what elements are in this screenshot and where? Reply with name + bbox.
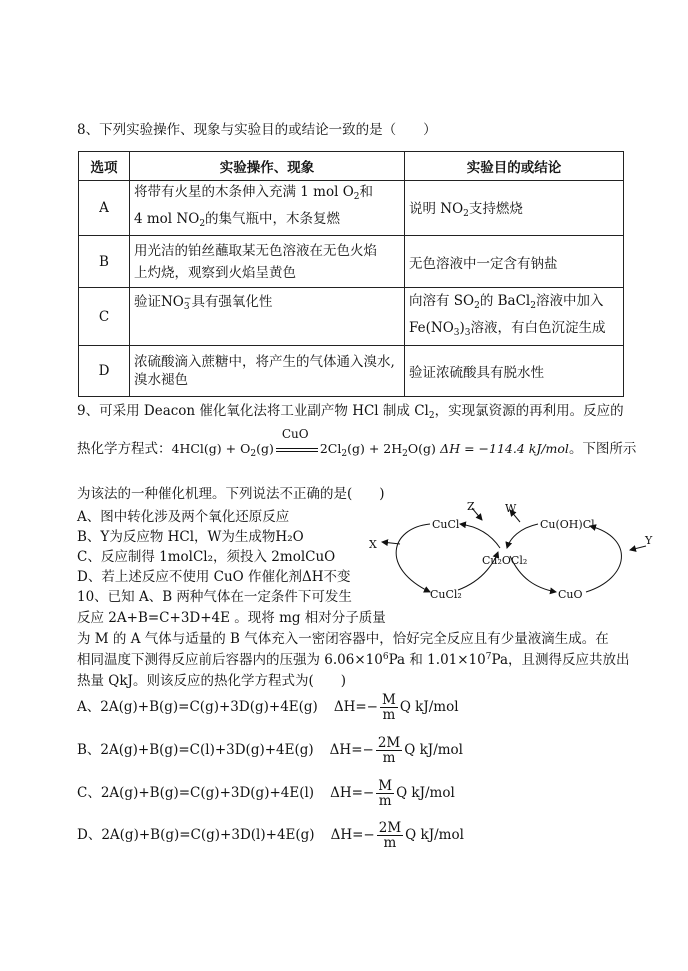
equation-arrow — [276, 426, 318, 457]
label-cu2ocl2: Cu₂OCl₂ — [482, 554, 528, 567]
q10-option-a: A、2A(g)+B(g)=C(g)+3D(g)+4E(g) ΔH=− $\frac{M}{m}$ Q kJ/mol — [77, 692, 459, 723]
operation-cell: 浓硫酸滴入蔗糖中，将产生的气体通入溴水, 溴水褪色 — [130, 346, 405, 397]
table-row-c — [79, 288, 624, 346]
q8-table — [78, 151, 624, 397]
equation-right: $2Cl_2(g) + 2H_2O(g)$ — [319, 441, 436, 459]
q10-option-d: D、2A(g)+B(g)=C(g)+3D(l)+4E(g) ΔH=− $\frac{2M}{m}$ Q kJ/mol — [77, 820, 464, 851]
conclusion-cell: 向溶有 $SO_2$的 BaCl$_2$溶液中加入 $Fe(NO_3)_3$溶液，有白色沉淀生成 — [405, 288, 624, 346]
q8-stem: 8、下列实验操作、现象与实验目的或结论一致的是（ ） — [77, 122, 437, 138]
catalytic-cycle-diagram — [360, 498, 660, 608]
label-z: Z — [467, 500, 475, 513]
equation-label: 热化学方程式： — [77, 441, 172, 457]
q10-line5: 热量 QkJ。则该反应的热化学方程式为( ) — [77, 673, 346, 689]
label-cucl: CuCl — [432, 518, 460, 531]
q10-option-b: B、2A(g)+B(g)=C(l)+3D(g)+4E(g) ΔH=− $\frac{2M}{m}$ Q kJ/mol — [77, 735, 463, 766]
table-row-a — [79, 181, 624, 236]
q10-line3: 为 M 的 A 气体与适量的 B 气体充入一密闭容器中，恰好完全反应且有少量液滴生成。在 — [77, 631, 609, 647]
q9-option-d: D、若上述反应不使用 CuO 作催化剂ΔH不变 — [77, 569, 351, 585]
q9-line1: 9、可采用 Deacon 催化氧化法将工业副产物 HCl 制成 $Cl_2$，实现氯资源的再利用。反应的 — [77, 403, 624, 421]
q9-equation-line: 热化学方程式：$4HCl(g) + O_2(g)$ CuO $2Cl_2(g) + 2H_2O(g) \Delta H = -114.4$ kJ/mol。下图所示 — [77, 426, 637, 459]
label-cuo: CuO — [558, 588, 583, 601]
label-w: W — [505, 502, 517, 515]
table-row-d — [79, 346, 624, 397]
header-conclusion: 实验目的或结论 — [405, 152, 624, 181]
label-y: Y — [645, 534, 653, 547]
cycle-arrow-center-to-cucl — [460, 524, 500, 548]
cycle-arrow-right — [586, 526, 621, 592]
operation-cell: 将带有火星的木条伸入充满 1 mol $O_2$和 4 mol $NO_2$的集气瓶中，木条复燃 — [130, 181, 405, 236]
q10-line4: 相同温度下测得反应前后容器内的压强为 $6.06\times 10^6Pa$ 和 $1.01\times 10^7Pa$，且测得反应共放出 — [77, 652, 630, 668]
conclusion-cell: 无色溶液中一定含有钠盐 — [405, 236, 624, 288]
equation-left: $4HCl(g) + O_2(g)$ — [171, 441, 274, 459]
option-label: C — [79, 288, 130, 346]
option-label: B — [79, 236, 130, 288]
option-label: D — [79, 346, 130, 397]
catalyst-label: CuO — [281, 426, 309, 441]
cycle-arrow-left — [396, 524, 430, 592]
q9-option-a: A、图中转化涉及两个氧化还原反应 — [77, 509, 290, 525]
label-x: X — [369, 538, 377, 551]
operation-cell: 用光洁的铂丝蘸取某无色溶液在无色火焰 上灼烧，观察到火焰呈黄色 — [130, 236, 405, 288]
table-row-b — [79, 236, 624, 288]
operation-cell: 验证NO − 3 具有强氧化性 — [130, 288, 405, 346]
delta-h: ΔH = −114.4 kJ/mol — [440, 441, 569, 456]
q10-line1: 10、已知 A、B 两种气体在一定条件下可发生 — [77, 589, 352, 605]
conclusion-cell: 说明 $NO_2$支持燃烧 — [405, 181, 624, 236]
header-operation: 实验操作、现象 — [130, 152, 405, 181]
label-cuohcl: Cu(OH)Cl — [540, 518, 595, 531]
table-header-row — [79, 152, 624, 181]
cycle-arrow-cuohcl-to-center — [507, 524, 538, 548]
q9-line3: 为该法的一种催化机理。下列说法不正确的是( ) — [77, 486, 385, 502]
arrow-x-out — [382, 542, 400, 544]
header-option: 选项 — [79, 152, 130, 181]
conclusion-cell: 验证浓硫酸具有脱水性 — [405, 346, 624, 397]
q10-line2: 反应 2A+B=C+3D+4E 。现将 mg 相对分子质量 — [77, 610, 386, 626]
option-label: A — [79, 181, 130, 236]
label-cucl2: CuCl₂ — [430, 588, 462, 601]
q9-option-c: C、反应制得 1molCl₂，须投入 2molCuO — [77, 549, 336, 565]
q9-option-b: B、Y为反应物 HCl，W为生成物H₂O — [77, 529, 304, 545]
q10-option-c: C、2A(g)+B(g)=C(g)+3D(g)+4E(l) ΔH=− $\frac{M}{m}$ Q kJ/mol — [77, 778, 455, 809]
arrow-y-in — [630, 546, 646, 550]
